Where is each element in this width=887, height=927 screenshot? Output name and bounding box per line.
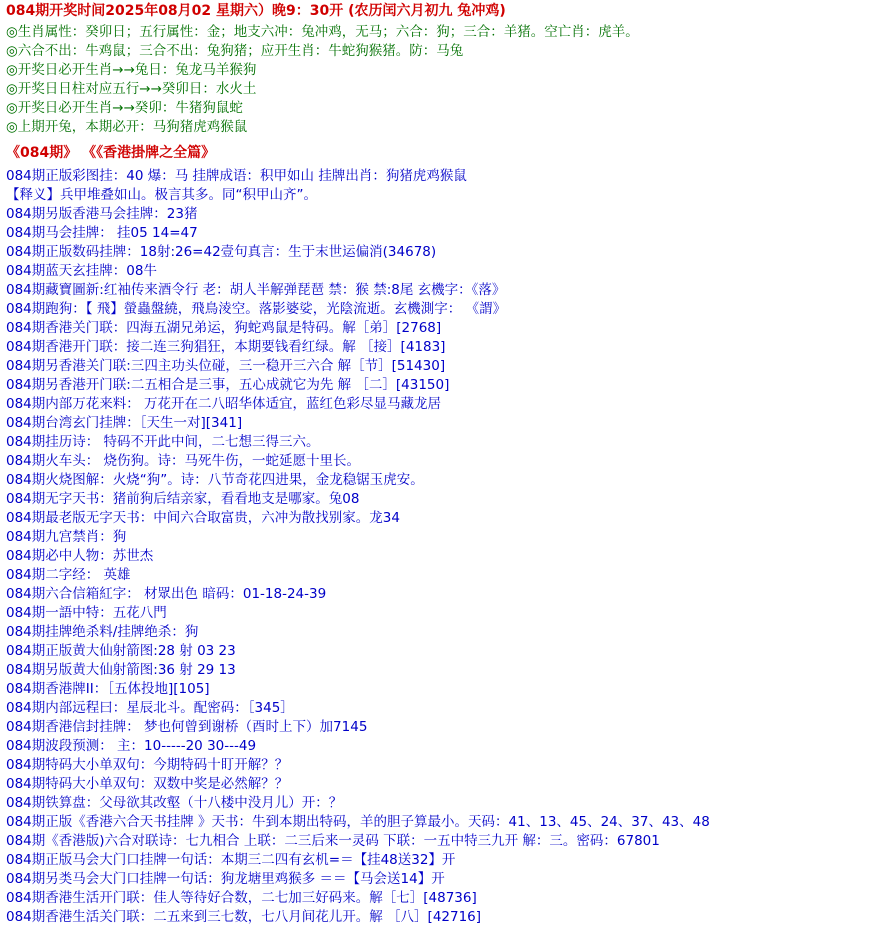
content-line: 084期内部万花来料： 万花开在二八昭华体适宜，蓝红色彩尽显马藏龙居 xyxy=(6,396,442,412)
attribute-line: ◎开奖日必开生肖→→兔日：兔龙马羊猴狗 xyxy=(6,62,257,78)
content-line: 084期必中人物：苏世杰 xyxy=(6,548,154,564)
content-line: 084期波段预测： 主：10-----20 30---49 xyxy=(6,738,257,754)
attribute-line: ◎上期开兔，本期必开：马狗猪虎鸡猴鼠 xyxy=(6,119,248,135)
content-line: 084期正版黄大仙射箭图:28 射 03 23 xyxy=(6,643,236,659)
page-title: 084期开奖时间2025年08月02 星期六）晚9：30开 (农历闰六月初九 兔冲鸡) xyxy=(6,3,506,19)
content-line: 084期二字经： 英雄 xyxy=(6,567,131,583)
content-line: 084期九宫禁肖：狗 xyxy=(6,529,127,545)
content-line: 084期无字天书：猪前狗后结亲家，看看地支是哪家。兔08 xyxy=(6,491,360,507)
content-line: 084期一語中特：五花八門 xyxy=(6,605,167,621)
attribute-line: ◎开奖日日柱对应五行→→癸卯日：水火土 xyxy=(6,81,257,97)
content-line: 084期铁算盘：父母欲其改壑（十八楼中没月儿）开：？ xyxy=(6,795,343,811)
content-line: 084期另版香港马会挂牌：23猪 xyxy=(6,206,198,222)
content-line: 084期火车头： 烧伤狗。诗：马死牛伤，一蛇延愿十里长。 xyxy=(6,453,361,469)
content-line: 084期另香港关门联:三四主功头位碰，三一稳开三六合 解［节］[51430] xyxy=(6,358,446,374)
content-line: 084期内部远程曰：星辰北斗。配密码：［345］ xyxy=(6,700,294,716)
content-line: 084期正版彩图挂：40 爆：马 挂牌成语：积甲如山 挂牌出肖：狗猪虎鸡猴鼠 xyxy=(6,168,467,184)
content-line: 084期台湾玄门挂牌：［天生一对][341] xyxy=(6,415,243,431)
content-line: 084期香港开门联：接二连三狗猖狂，本期要钱看红绿。解 ［接］[4183] xyxy=(6,339,446,355)
content-line: 084期特码大小单双句：今期特码十盯开解？？ xyxy=(6,757,289,773)
content-line: 084期正版数码挂牌：18射:26=42壹句真言：生于末世运偏消(34678) xyxy=(6,244,437,260)
content-line: 084期火烧图解：火烧“狗”。诗：八节奇花四进果，金龙稳锯玉虎安。 xyxy=(6,472,424,488)
content-line: 084期挂历诗： 特码不开此中间，二七想三得三六。 xyxy=(6,434,320,450)
content-line: 084期特码大小单双句：双数中奖是必然解？？ xyxy=(6,776,289,792)
section-heading: 《084期》 《《香港掛牌之全篇》 xyxy=(6,145,216,161)
content-line: 084期挂牌绝杀料/挂牌绝杀：狗 xyxy=(6,624,199,640)
content-line: 084期蓝天玄挂牌：08牛 xyxy=(6,263,157,279)
content-line: 084期香港牌II：［五体投地][105] xyxy=(6,681,210,697)
attribute-line: ◎六合不出：牛鸡鼠；三合不出：兔狗猪；应开生肖：牛蛇狗猴猪。防：马兔 xyxy=(6,43,464,59)
content-line: 084期香港生活关门联：二五来到三七数，七八月间花儿开。解 ［八］[42716] xyxy=(6,909,482,925)
content-line: 084期另版黄大仙射箭图:36 射 29 13 xyxy=(6,662,236,678)
content-line: 084期藏寶圖新:红袖传来酒令行 老：胡人半解弹琵琶 禁：猴 禁:8尾 玄機字：《落》 xyxy=(6,282,506,298)
content-line: 084期跑狗：【 飛】螢蟲盤繞，飛鳥淩空。落影婆娑，光陰流逝。玄機測字： 《謂》 xyxy=(6,301,507,317)
content-line: 084期另香港开门联:二五相合是三事，五心成就它为先 解 ［二］[43150] xyxy=(6,377,450,393)
attribute-list xyxy=(4,23,883,137)
content-line: 084期正版《香港六合天书挂牌 》天书：牛到本期出特码，羊的胆子算最小。天码：41、13、45、24、37、43、48 xyxy=(6,814,710,830)
content-line: 084期香港生活开门联：佳人等待好合数，二七加三好码来。解［七］[48736] xyxy=(6,890,477,906)
attribute-line: ◎生肖属性：癸卯日；五行属性：金；地支六冲：兔冲鸡，无马；六合：狗；三合：羊猪。空亡肖：虎羊。 xyxy=(6,24,639,40)
content-line: 084期马会挂牌： 挂05 14=47 xyxy=(6,225,198,241)
content-line: 084期另类马会大门口挂牌一句话：狗龙塘里鸡猴多 ＝＝【马会送14】开 xyxy=(6,871,445,887)
content-line: 084期香港关门联：四海五湖兄弟运，狗蛇鸡鼠是特码。解［弟］[2768] xyxy=(6,320,442,336)
content-line: 084期最老版无字天书：中间六合取富贵，六冲为散找别家。龙34 xyxy=(6,510,400,526)
content-line: 084期《香港版)六合对联诗：七九相合 上联：二三后来一灵码 下联：一五中特三九开 解：三。密码：67801 xyxy=(6,833,660,849)
content-line: 084期六合信箱紅字： 材眾出色 暗码：01-18-24-39 xyxy=(6,586,327,602)
content-line: 084期正版马会大门口挂牌一句话：本期三二四有玄机=＝【挂48送32】开 xyxy=(6,852,456,868)
content-line: 084期香港信封挂牌： 梦也何曾到谢桥（酉时上下）加7145 xyxy=(6,719,368,735)
content-list xyxy=(4,167,883,927)
content-line: 【释义】兵甲堆叠如山。极言其多。同“积甲山齐”。 xyxy=(6,187,317,203)
attribute-line: ◎开奖日必开生肖→→癸卯：牛猪狗鼠蛇 xyxy=(6,100,243,116)
